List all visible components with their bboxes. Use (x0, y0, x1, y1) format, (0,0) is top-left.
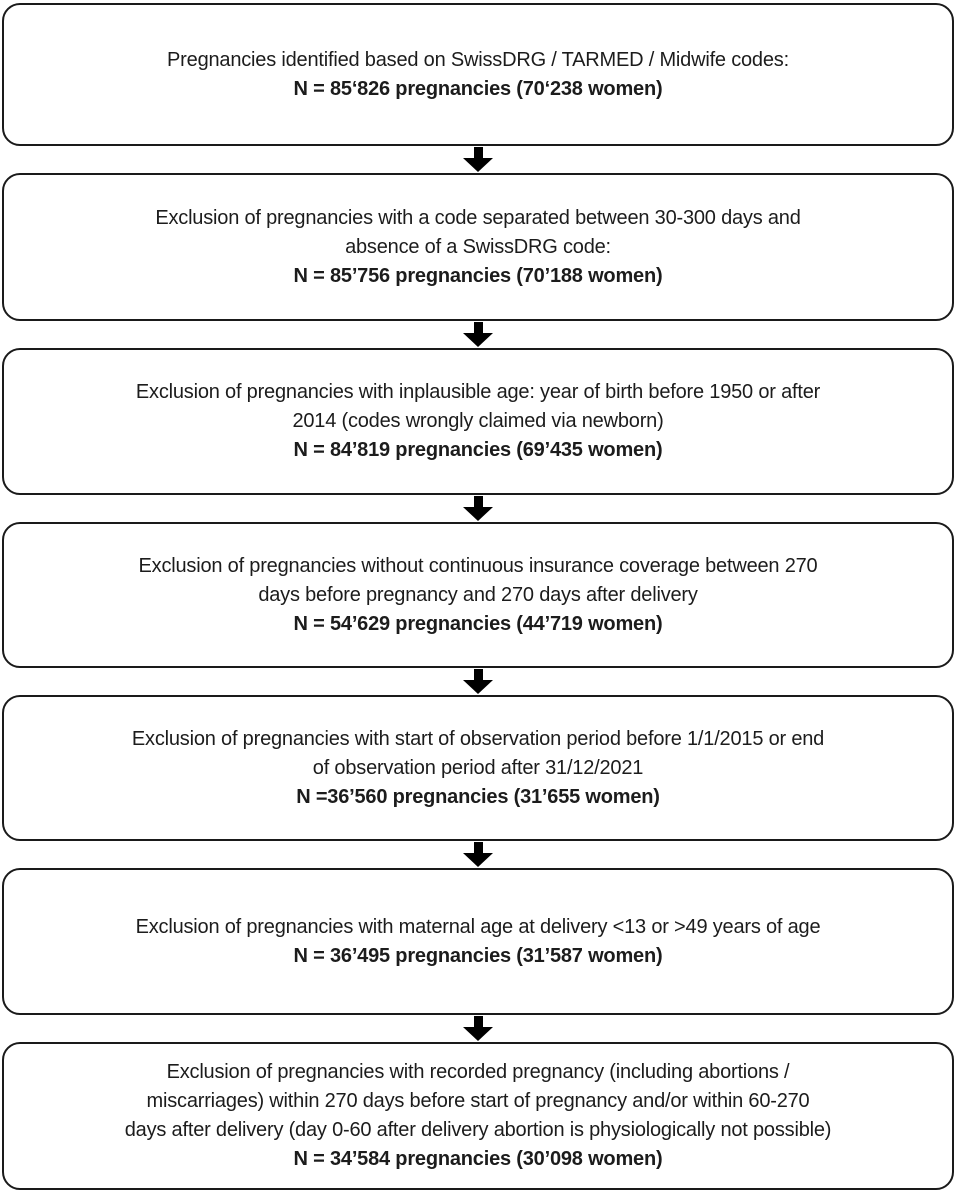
box-text-line: miscarriages) within 270 days before start of pregnancy and/or within 60-270 (146, 1090, 810, 1112)
box-text-line: Pregnancies identified based on SwissDRG / TARMED / Midwife codes: (167, 48, 789, 71)
box-count-line: N = 85’756 pregnancies (70’188 women) (293, 264, 663, 287)
box-text-line: Exclusion of pregnancies with recorded pregnancy (including abortions / (166, 1061, 790, 1083)
box-text-line: Exclusion of pregnancies with maternal age at delivery <13 or >49 years of age (135, 915, 821, 938)
arrow-stem (474, 496, 483, 507)
box-text-line: Exclusion of pregnancies with start of observation period before 1/1/2015 or end (131, 727, 825, 750)
flow-box-step-3 (2, 348, 954, 495)
arrow-stem (474, 842, 483, 853)
box-text-line: Exclusion of pregnancies with a code separated between 30-300 days and (155, 206, 801, 229)
arrow-stem (474, 147, 483, 158)
box-count-line: N =36’560 pregnancies (31’655 women) (296, 785, 660, 808)
flow-box-step-1 (2, 3, 954, 146)
box-text-line: Exclusion of pregnancies without continuous insurance coverage between 270 (138, 554, 818, 577)
down-arrow-icon (2, 146, 954, 173)
box-count-line: N = 85‘826 pregnancies (70‘238 women) (293, 77, 663, 100)
flow-box-step-5 (2, 695, 954, 841)
box-text-line: days before pregnancy and 270 days after delivery (258, 583, 698, 606)
box-count-line: N = 34’584 pregnancies (30’098 women) (293, 1148, 663, 1170)
arrow-head (463, 1027, 493, 1041)
box-count-line: N = 54’629 pregnancies (44’719 women) (293, 612, 663, 635)
arrow-head (463, 333, 493, 347)
flow-box-step-4 (2, 522, 954, 668)
flow-box-step-2 (2, 173, 954, 321)
down-arrow-icon (2, 668, 954, 695)
box-text-line: 2014 (codes wrongly claimed via newborn) (292, 410, 664, 432)
down-arrow-icon (2, 841, 954, 868)
arrow-stem (474, 322, 483, 333)
down-arrow-icon (2, 495, 954, 522)
arrow-head (463, 853, 493, 867)
box-text-line: of observation period after 31/12/2021 (312, 756, 644, 779)
down-arrow-icon (2, 321, 954, 348)
flow-box-step-6 (2, 868, 954, 1015)
down-arrow-icon (2, 1015, 954, 1042)
box-count-line: N = 36’495 pregnancies (31’587 women) (293, 944, 663, 967)
arrow-head (463, 158, 493, 172)
box-count-line: N = 84’819 pregnancies (69’435 women) (293, 439, 663, 461)
arrow-head (463, 680, 493, 694)
arrow-head (463, 507, 493, 521)
arrow-stem (474, 669, 483, 680)
arrow-stem (474, 1016, 483, 1027)
box-text-line: Exclusion of pregnancies with inplausible age: year of birth before 1950 or after (135, 381, 821, 403)
flow-box-step-7 (2, 1042, 954, 1190)
box-text-line: absence of a SwissDRG code: (345, 235, 611, 258)
box-text-line: days after delivery (day 0-60 after delivery abortion is physiologically not possible) (124, 1119, 832, 1141)
